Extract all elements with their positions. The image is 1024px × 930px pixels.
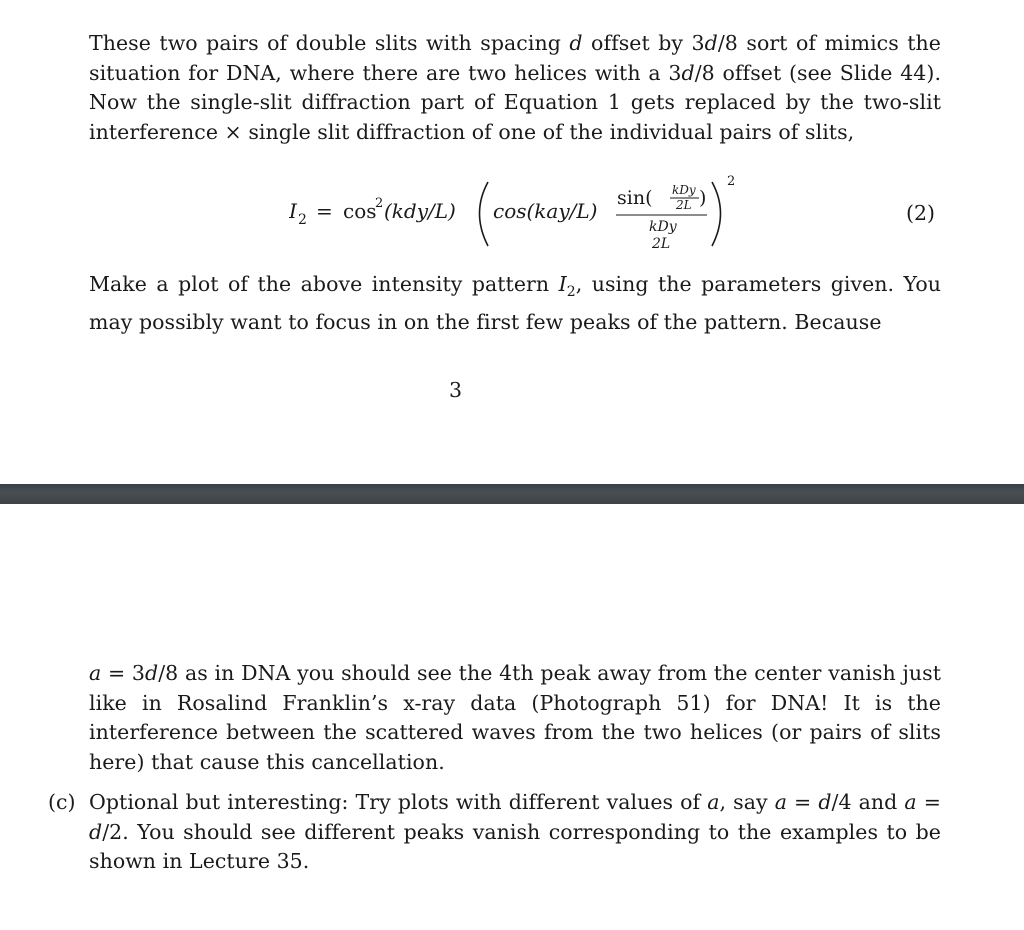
svg-text:2L: 2L xyxy=(652,236,671,252)
svg-text:2: 2 xyxy=(727,174,736,189)
svg-text:2: 2 xyxy=(298,212,307,228)
svg-text:kDy: kDy xyxy=(649,219,677,235)
item-c-text: Optional but interesting: Try plots with different values of a, say a = d/4 and a = d/2. You should see different peaks vanish corresponding to the examples to be shown in Lecture 35. xyxy=(89,790,941,873)
svg-text:2: 2 xyxy=(375,196,384,211)
equation-number: (2) xyxy=(906,201,936,225)
item-c-label: (c) xyxy=(48,790,76,814)
paragraph-double-slits: These two pairs of double slits with spacing d offset by 3d/8 sort of mimics the situation for DNA, where there are two helices with a 3d/8 offset (see Slide 44). Now the single-slit diffraction part of Equation 1 gets replaced by the two-slit interference × single slit diffraction of one of the individual pairs of slits, xyxy=(89,31,942,144)
svg-text:(kdy/L): (kdy/L) xyxy=(384,199,456,223)
svg-text:I: I xyxy=(289,199,297,223)
svg-text:=: = xyxy=(316,199,333,223)
left-paren xyxy=(480,182,489,246)
page-divider xyxy=(0,484,1024,504)
paragraph-make-plot: Make a plot of the above intensity pattern $I_2$, using the parameters given. You may possibly want to focus in on the first few peaks of the pattern. Because xyxy=(89,272,941,334)
svg-text:sin(: sin( xyxy=(617,187,653,209)
svg-text:cos(kay/L): cos(kay/L) xyxy=(493,199,598,223)
equation-2 xyxy=(289,170,769,260)
page-number: 3 xyxy=(449,378,463,402)
svg-text:cos: cos xyxy=(343,199,377,223)
paragraph-dna-peak: a = 3d/8 as in DNA you should see the 4th peak away from the center vanish just like in Rosalind Franklin’s x-ray data (Photograph 51) for DNA! It is the interference between the scattered waves from the two helices (or pairs of slits here) that cause this cancellation. xyxy=(89,661,941,774)
right-paren xyxy=(712,182,721,246)
svg-text:): ) xyxy=(699,187,707,209)
svg-text:2L: 2L xyxy=(676,198,692,212)
svg-text:kDy: kDy xyxy=(672,183,696,197)
